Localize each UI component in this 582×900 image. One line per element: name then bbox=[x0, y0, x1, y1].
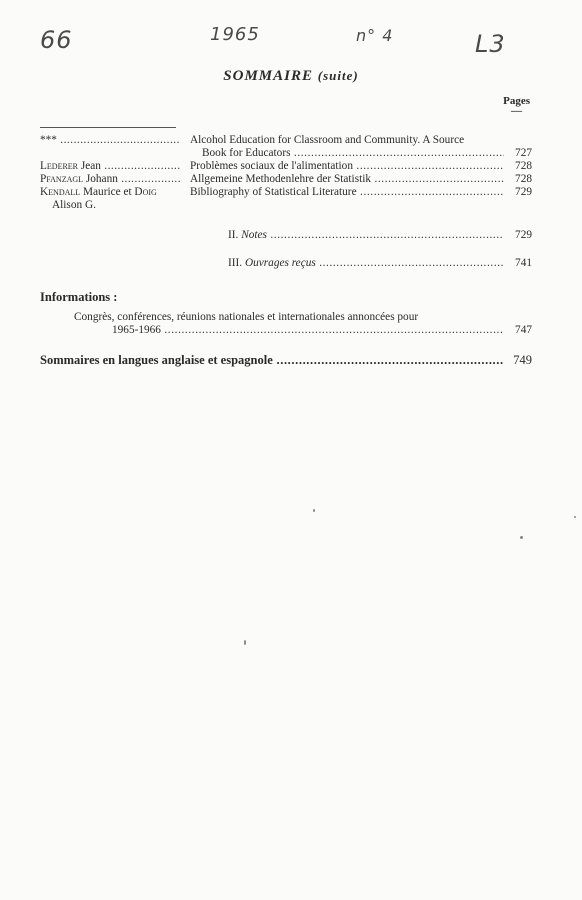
pages-dash: — bbox=[511, 105, 523, 117]
handwritten-mark-number: n° 4 bbox=[356, 26, 394, 45]
entry-title-line: Bibliography of Statistical Literature ..... bbox=[190, 186, 504, 199]
subsection-label: Notes bbox=[241, 229, 267, 241]
pages-column-header bbox=[503, 95, 530, 115]
subsection-text bbox=[228, 229, 504, 242]
handwritten-mark-year: 1965 bbox=[210, 24, 260, 45]
subsection-number: III. bbox=[228, 257, 243, 269]
entry-title bbox=[190, 160, 504, 173]
informations-line: 1965-1966 ..... bbox=[64, 324, 504, 337]
subsection-text bbox=[228, 257, 504, 270]
subsection-line bbox=[228, 229, 504, 242]
entry-page: 728 bbox=[515, 160, 532, 172]
pages-label: Pages bbox=[503, 95, 530, 107]
subsection-label: Ouvrages reçus bbox=[244, 257, 316, 269]
section-divider bbox=[40, 127, 176, 128]
entry-author: *** ..... bbox=[40, 134, 180, 147]
title-suffix: (suite) bbox=[317, 68, 359, 83]
entry-page: 747 bbox=[515, 324, 532, 336]
handwritten-mark-l3: L3 bbox=[475, 30, 506, 58]
paper-speck bbox=[574, 516, 576, 518]
entry-page: 749 bbox=[513, 353, 532, 367]
paper-speck bbox=[313, 509, 315, 512]
handwritten-mark-66: 66 bbox=[40, 26, 73, 54]
entry-page: 729 bbox=[515, 229, 532, 241]
title-main: SOMMAIRE bbox=[223, 68, 313, 84]
entry-author: Lederer Jean ..... bbox=[40, 160, 180, 173]
paper-speck bbox=[520, 536, 523, 539]
informations-line: Congrès, conférences, réunions nationales et internationales annoncées pour bbox=[74, 311, 419, 323]
summaries-label: Sommaires en langues anglaise et espagnole ..... bbox=[40, 353, 504, 367]
page-title bbox=[0, 68, 582, 85]
entry-author: Kendall Maurice et Doig bbox=[40, 186, 157, 198]
entry-title-line: Alcohol Education for Classroom and Community. A Source bbox=[190, 134, 465, 146]
entry-title-line: Book for Educators ..... bbox=[190, 147, 504, 160]
subsection-number: II. bbox=[228, 229, 239, 241]
entry-page: 729 bbox=[515, 186, 532, 198]
entry-title-line: Problèmes sociaux de l'alimentation ..... bbox=[190, 160, 504, 173]
paper-speck bbox=[244, 640, 246, 645]
subsection-line bbox=[228, 257, 504, 270]
entry-author-line2: Alison G. bbox=[52, 199, 96, 211]
entry-page: 727 bbox=[515, 147, 532, 159]
entry-page: 728 bbox=[515, 173, 532, 185]
entry-title bbox=[190, 186, 504, 199]
entry-page: 741 bbox=[515, 257, 532, 269]
informations-heading: Informations : bbox=[40, 290, 118, 304]
entry-title bbox=[190, 134, 504, 160]
entry-title-line: Allgemeine Methodenlehre der Statistik ..... bbox=[190, 173, 504, 186]
entry-title bbox=[190, 173, 504, 186]
summaries-line bbox=[40, 353, 504, 367]
entry-author: Pfanzagl Johann ..... bbox=[40, 173, 180, 186]
informations-text bbox=[64, 311, 504, 337]
